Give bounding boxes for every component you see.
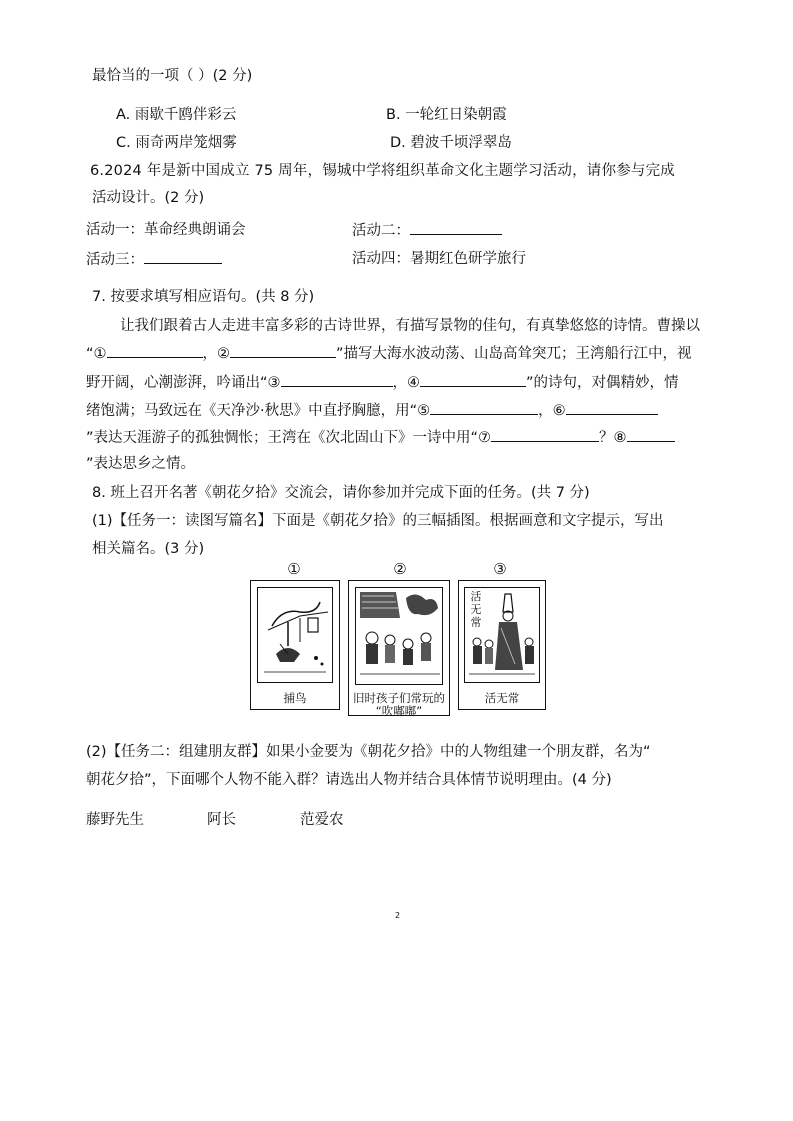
q7-p3a: 野开阔，心潮澎湃，吟诵出“③	[86, 375, 281, 391]
activity-3	[86, 249, 222, 270]
activity-2-label: 活动二：	[352, 223, 410, 239]
task1-line1: (1)【任务一：读图写篇名】下面是《朝花夕拾》的三幅插图。根据画意和文字提示，写出	[92, 513, 664, 529]
q5-option-d: D. 碧波千顷浮翠岛	[390, 135, 512, 151]
activity-2	[352, 220, 502, 241]
activity-4: 活动四：暑期红色研学旅行	[352, 251, 526, 267]
task2-line1: (2)【任务二：组建朋友群】如果小金要为《朝花夕拾》中的人物组建一个朋友群，名为“	[86, 744, 651, 760]
figure-2-caption-line2: “吹嘟嘟”	[375, 704, 423, 718]
blank-4[interactable]	[420, 372, 526, 387]
figure-2-picture-frame	[355, 587, 443, 685]
q7-p2a: “①	[86, 346, 107, 362]
activity-2-blank[interactable]	[410, 220, 502, 235]
blank-1[interactable]	[107, 343, 203, 358]
figure-3-panel	[458, 580, 546, 710]
sign-char-1: 活	[470, 590, 482, 603]
blank-7[interactable]	[491, 427, 599, 442]
q7-p3c: ”的诗句，对偶精妙，情	[526, 375, 679, 391]
q7-p4b: ，⑥	[538, 403, 566, 419]
task1-line2: 相关篇名。(3 分)	[92, 541, 205, 557]
q8-title: 8. 班上召开名著《朝花夕拾》交流会，请你参加并完成下面的任务。(共 7 分)	[92, 485, 590, 501]
task2-line2: 朝花夕拾”，下面哪个人物不能入群？请选出人物并结合具体情节说明理由。(4 分)	[86, 772, 612, 788]
bird-trap-illustration	[258, 588, 332, 682]
q7-p4a: 绪饱满；马致远在《天净沙·秋思》中直抒胸臆，用“⑤	[86, 403, 431, 419]
q5-option-a: A. 雨歇千鸥伴彩云	[116, 107, 237, 123]
q7-para-line4	[86, 400, 658, 421]
q7-para-line1: 让我们跟着古人走进丰富多彩的古诗世界，有描写景物的佳句，有真挚悠悠的诗情。曹操以	[120, 318, 700, 334]
blank-5[interactable]	[430, 400, 538, 415]
sign-char-2: 无	[470, 603, 482, 616]
q5-tail: 最恰当的一项（ ）(2 分)	[92, 68, 253, 84]
q7-para-line6: ”表达思乡之情。	[86, 456, 196, 472]
figure-3-caption: 活无常	[484, 691, 520, 705]
figure-1-panel	[250, 580, 340, 710]
q7-p2b: ，②	[202, 346, 231, 362]
q7-para-line3	[86, 372, 679, 393]
q7-para-line2	[86, 343, 692, 364]
q6-line1: 6.2024 年是新中国成立 75 周年，锡城中学将组织革命文化主题学习活动，请你参与完成	[90, 163, 676, 179]
sign-char-3: 常	[470, 616, 482, 629]
q6-line2: 活动设计。(2 分)	[92, 190, 205, 206]
q7-p3b: ，④	[392, 375, 421, 391]
figure-2-panel	[348, 580, 450, 716]
name-fanainong[interactable]: 范爱农	[300, 812, 344, 828]
children-playing-illustration	[356, 588, 442, 684]
name-achang[interactable]: 阿长	[207, 812, 236, 828]
activity-1: 活动一：革命经典朗诵会	[86, 222, 246, 238]
q7-p5a: ”表达天涯游子的孤独惆怅；王湾在《次北固山下》一诗中用“⑦	[86, 430, 492, 446]
name-tengye[interactable]: 藤野先生	[86, 812, 144, 828]
figure-1-number: ①	[287, 560, 301, 578]
activity-3-blank[interactable]	[144, 249, 222, 264]
blank-2[interactable]	[230, 343, 336, 358]
figure-3-number: ③	[493, 560, 507, 578]
q7-p2c: ”描写大海水波动荡、山岛高耸突兀；王湾船行江中，视	[336, 346, 692, 362]
q7-para-line5	[86, 427, 675, 448]
blank-8[interactable]	[627, 427, 675, 442]
q7-p5b: ？⑧	[599, 430, 627, 446]
blank-6[interactable]	[566, 400, 658, 415]
figure-2-caption-line1: 旧时孩子们常玩的	[353, 691, 445, 705]
wuchang-illustration	[465, 588, 539, 682]
page-number: 2	[395, 911, 401, 920]
figure-1-caption: 捕鸟	[283, 691, 307, 705]
figure-1-picture-frame	[257, 587, 333, 683]
q7-title: 7. 按要求填写相应语句。(共 8 分)	[92, 289, 315, 305]
figure-3-picture-frame	[464, 587, 540, 683]
figure-2-number: ②	[393, 560, 407, 578]
activity-3-label: 活动三：	[86, 252, 144, 268]
q5-option-b: B. 一轮红日染朝霞	[386, 107, 507, 123]
blank-3[interactable]	[281, 372, 393, 387]
q5-option-c: C. 雨奇两岸笼烟雾	[116, 135, 237, 151]
